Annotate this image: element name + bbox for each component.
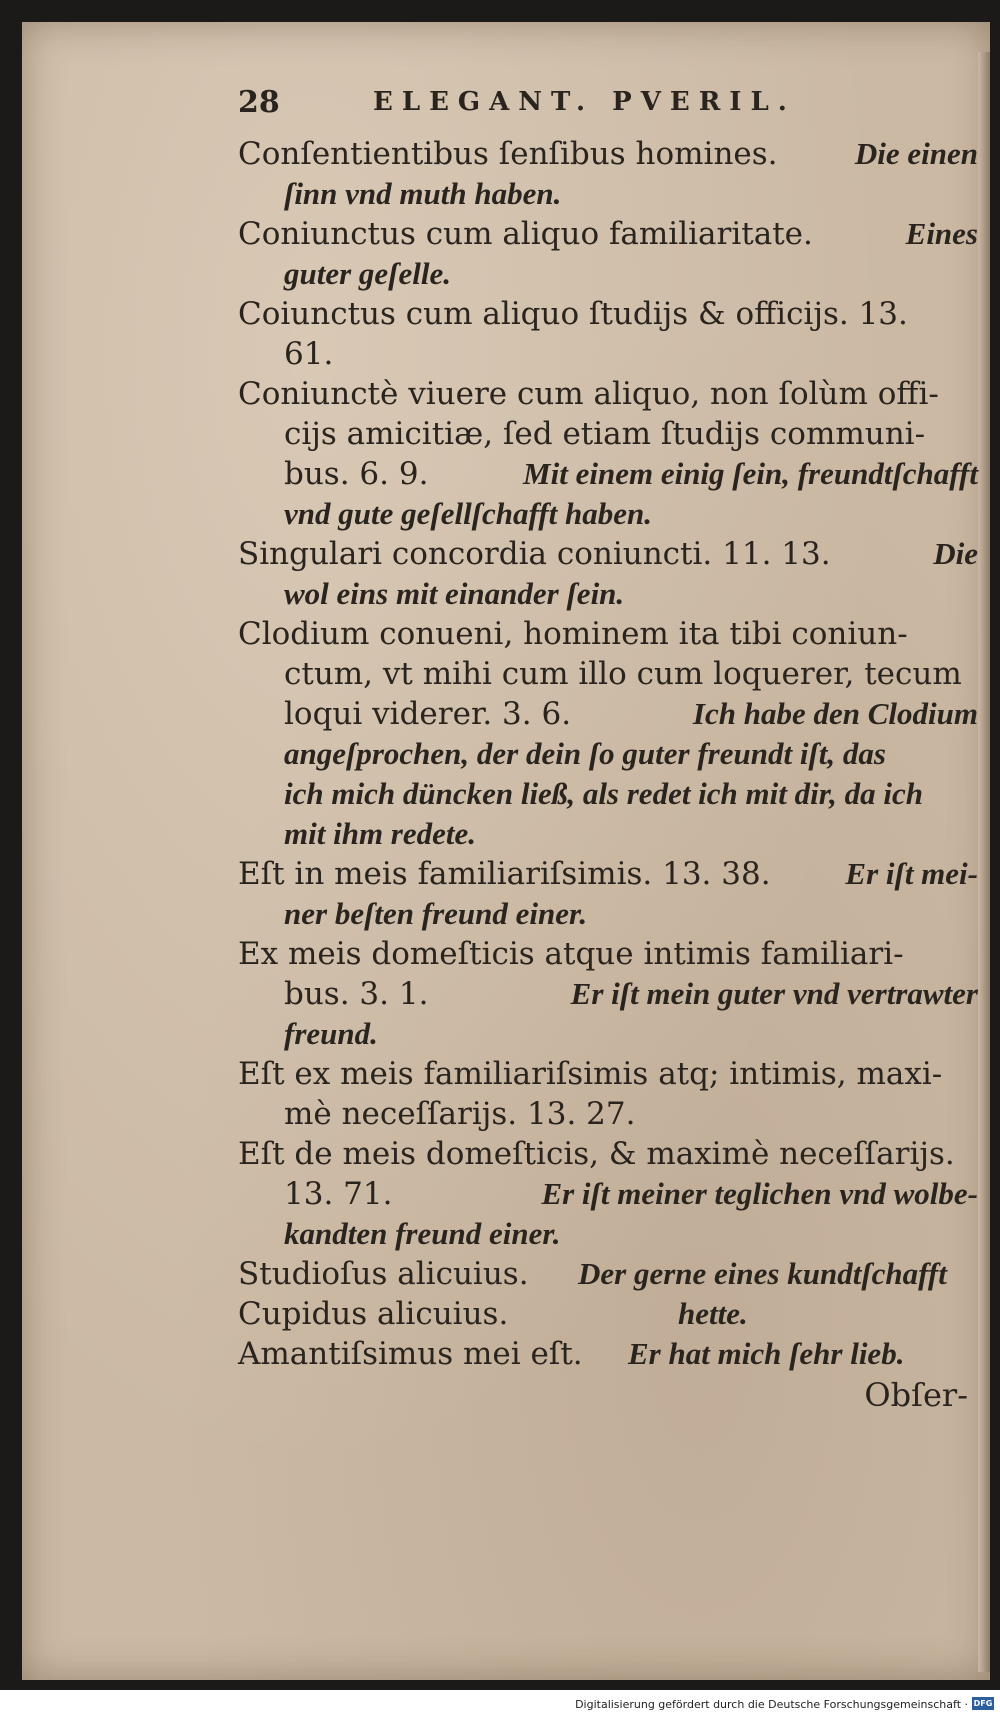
german-gloss: wol eins mit einander ſein. [284, 576, 625, 611]
funding-notice: Digitalisierung gefördert durch die Deutsche Forschungsgemeinschaft · [575, 1698, 968, 1711]
page-header [238, 85, 838, 125]
latin-phrase: Coniunctè viuere cum aliquo, non ſolùm offi- [238, 376, 939, 412]
german-gloss: Eines [905, 216, 978, 251]
german-gloss: freund. [284, 1016, 378, 1051]
text-line [238, 374, 978, 414]
text-line [238, 614, 978, 654]
german-gloss: kandten freund einer. [284, 1216, 561, 1251]
footer-bar [0, 1690, 1000, 1720]
german-gloss: vnd gute geſellſchafft haben. [284, 496, 652, 531]
dfg-logo-icon: DFG [973, 1699, 993, 1708]
latin-phrase: cijs amicitiæ, ſed etiam ſtudijs communi- [284, 416, 926, 452]
text-line [238, 1014, 978, 1054]
latin-phrase: Conſentientibus ſenſibus homines. [238, 136, 778, 172]
text-line [238, 694, 978, 734]
text-line [238, 334, 978, 374]
entry-lines [238, 134, 978, 1254]
latin-phrase: Clodium conueni, hominem ita tibi coniun- [238, 616, 908, 652]
german-gloss: Die einen [854, 136, 978, 171]
latin-phrase: 61. [284, 336, 334, 372]
german-gloss: angeſprochen, der dein ſo guter freundt iſt, das [284, 736, 886, 771]
latin-phrase: Eſt in meis familiariſsimis. 13. 38. [238, 856, 771, 892]
latin-phrase: Amantiſsimus mei eſt. [238, 1336, 583, 1372]
catchword: Obſer- [864, 1376, 968, 1414]
german-gloss: Er iſt meiner teglichen vnd wolbe- [541, 1176, 978, 1211]
latin-phrase: ctum, vt mihi cum illo cum loquerer, tecum [284, 656, 962, 692]
german-gloss: Er iſt mei- [845, 856, 978, 891]
text-line [238, 134, 978, 174]
latin-phrase: bus. 3. 1. [284, 976, 429, 1012]
text-line [238, 1134, 978, 1174]
latin-phrase: Ex meis domeſticis atque intimis familiari- [238, 936, 904, 972]
german-gloss: Die [933, 536, 978, 571]
german-gloss: ſinn vnd muth haben. [284, 176, 562, 211]
german-gloss: Der gerne eines kundtſchafft [578, 1256, 947, 1291]
text-body [238, 134, 978, 1416]
text-line [238, 254, 978, 294]
latin-phrase: 13. 71. [284, 1176, 393, 1212]
latin-phrase: Cupidus alicuius. [238, 1296, 509, 1332]
text-line [238, 454, 978, 494]
text-line [238, 574, 978, 614]
text-line [238, 974, 978, 1014]
latin-phrase: loqui viderer. 3. 6. [284, 696, 572, 732]
page-number: 28 [238, 85, 280, 120]
german-gloss: ner beſten freund einer. [284, 896, 588, 931]
text-line [238, 1174, 978, 1214]
latin-phrase: Eſt ex meis familiariſsimis atq; intimis, maxi- [238, 1056, 943, 1092]
text-line [238, 494, 978, 534]
text-line [238, 1214, 978, 1254]
last-line [238, 1334, 978, 1374]
text-line [238, 214, 978, 254]
german-gloss: guter geſelle. [284, 256, 452, 291]
text-line [238, 774, 978, 814]
latin-phrase: Coiunctus cum aliquo ſtudijs & officijs. 13. [238, 296, 908, 332]
latin-phrase: Studioſus alicuius. [238, 1256, 529, 1292]
page-edge [978, 52, 990, 1672]
text-line [238, 414, 978, 454]
german-gloss: Er hat mich ſehr lieb. [628, 1336, 905, 1371]
text-line [238, 854, 978, 894]
text-line [238, 294, 978, 334]
latin-phrase: bus. 6. 9. [284, 456, 429, 492]
german-gloss: mit ihm redete. [284, 816, 477, 851]
latin-phrase: mè neceſſarijs. 13. 27. [284, 1096, 636, 1132]
latin-phrase: Eſt de meis domeſticis, & maximè neceſſarijs. [238, 1136, 955, 1172]
text-line [238, 1094, 978, 1134]
running-head: ELEGANT. PVERIL. [373, 87, 796, 117]
text-line [238, 814, 978, 854]
text-line [238, 534, 978, 574]
german-gloss: Ich habe den Clodium [692, 696, 978, 731]
text-line [238, 934, 978, 974]
text-line [238, 654, 978, 694]
latin-phrase: Coniunctus cum aliquo familiaritate. [238, 216, 813, 252]
latin-phrase: Singulari concordia coniuncti. 11. 13. [238, 536, 831, 572]
text-line [238, 1054, 978, 1094]
text-line [238, 174, 978, 214]
pair-line-1 [238, 1254, 978, 1294]
pair-line-2 [238, 1294, 978, 1334]
german-gloss: ich mich düncken ließ, als redet ich mit dir, da ich [284, 776, 923, 811]
text-line [238, 734, 978, 774]
text-line [238, 894, 978, 934]
german-gloss: Mit einem einig ſein, freundtſchafft [523, 456, 978, 491]
german-gloss: Er iſt mein guter vnd vertrawter [570, 976, 978, 1011]
german-gloss: hette. [678, 1296, 748, 1331]
